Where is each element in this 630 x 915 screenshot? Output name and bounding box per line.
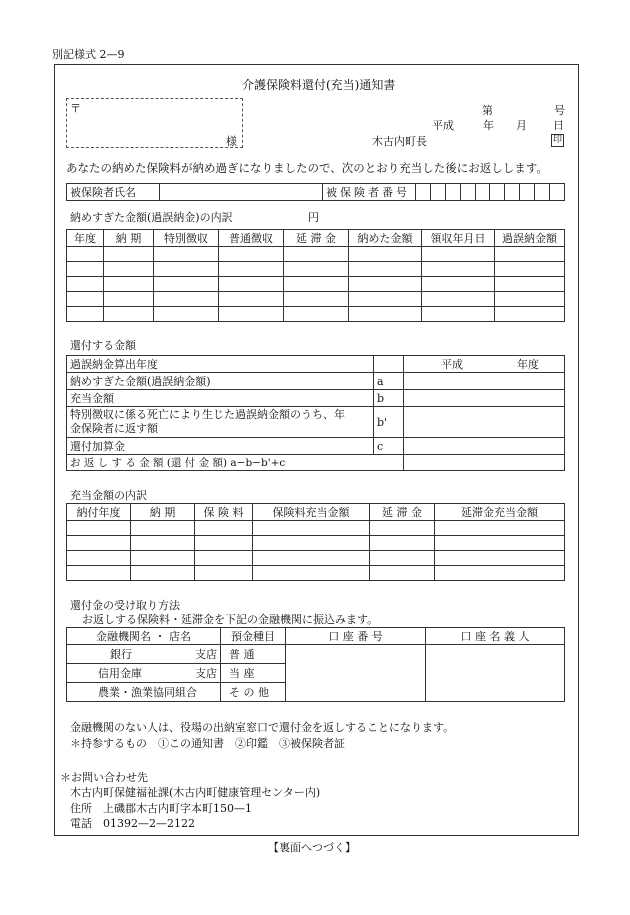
insured-table bbox=[66, 183, 565, 201]
col-header: 年度 bbox=[67, 230, 104, 247]
date-day: 日 bbox=[553, 119, 564, 132]
issuer-name: 木古内町長 bbox=[372, 135, 427, 148]
receive-heading: 還付金の受け取り方法 bbox=[70, 599, 180, 612]
insured-number-digit bbox=[430, 184, 445, 201]
col-header: 納 期 bbox=[131, 504, 195, 521]
refund-row-label-multiline bbox=[67, 407, 374, 438]
refund-table bbox=[66, 355, 565, 471]
col-header: 延 滞 金 bbox=[370, 504, 435, 521]
col-header: 納付年度 bbox=[67, 504, 131, 521]
contact-address: 住所 上磯郡木古内町字本町150—1 bbox=[70, 802, 252, 815]
account-holder-cell bbox=[426, 645, 565, 702]
table-row bbox=[67, 262, 565, 277]
branch-label: 支店 bbox=[195, 667, 217, 680]
address-box bbox=[66, 98, 243, 148]
deposit-type: そ の 他 bbox=[221, 683, 286, 702]
refund-row-label: 納めすぎた金額(過誤納金額) bbox=[67, 373, 374, 390]
col-header: 延 滞 金 bbox=[284, 230, 349, 247]
table-row bbox=[67, 566, 565, 581]
overpay-unit: 円 bbox=[308, 211, 319, 224]
bring-items: ＊持参するもの ①この通知書 ②印鑑 ③被保険者証 bbox=[70, 737, 345, 750]
date-era: 平成 bbox=[432, 119, 454, 132]
table-row bbox=[67, 307, 565, 322]
notice-number-prefix: 第 bbox=[482, 104, 493, 117]
col-header: 領収年月日 bbox=[422, 230, 495, 247]
insured-name-value bbox=[160, 184, 323, 201]
col-header: 保険料充当金額 bbox=[253, 504, 370, 521]
refund-row-value bbox=[404, 438, 565, 455]
table-row bbox=[67, 551, 565, 566]
intro-text: あなたの納めた保険料が納め過ぎになりましたので、次のとおり充当した後にお返しします。 bbox=[66, 161, 548, 175]
table-row bbox=[67, 292, 565, 307]
form-code: 別記様式 2—9 bbox=[52, 48, 125, 61]
refund-row-value bbox=[404, 407, 565, 438]
branch-label: 支店 bbox=[195, 648, 217, 661]
insured-number-digit bbox=[475, 184, 490, 201]
overpay-heading: 納めすぎた金額(過誤納金)の内訳 bbox=[70, 211, 233, 224]
no-bank-note: 金融機関のない人は、役場の出納室窓口で還付金を返しすることになります。 bbox=[70, 721, 455, 734]
postal-mark: 〒 bbox=[70, 102, 81, 115]
col-header: 延滞金充当金額 bbox=[435, 504, 565, 521]
notice-title: 介護保険料還付(充当)通知書 bbox=[242, 78, 396, 92]
col-header: 過誤納金額 bbox=[495, 230, 565, 247]
receive-note: お返しする保険料・延滞金を下記の金融機関に振込みます。 bbox=[82, 613, 379, 626]
bank-name-cell bbox=[67, 683, 221, 702]
contact-phone: 電話 01392—2—2122 bbox=[70, 817, 195, 830]
refund-total-value bbox=[404, 455, 565, 471]
refund-row-label: 過誤納金算出年度 bbox=[67, 356, 374, 373]
col-header: 口 座 番 号 bbox=[286, 628, 426, 645]
bank-name-cell bbox=[67, 645, 221, 664]
insured-number-label: 被保険者番号 bbox=[323, 184, 416, 201]
col-header: 納 期 bbox=[104, 230, 154, 247]
overpay-table bbox=[66, 229, 565, 322]
insured-number-digit bbox=[520, 184, 535, 201]
refund-row-label: 充当金額 bbox=[67, 390, 374, 407]
bank-table bbox=[66, 627, 565, 702]
refund-year-unit: 年度 bbox=[517, 358, 539, 371]
contact-office: 木古内町保健福祉課(木古内町健康管理センター内) bbox=[70, 786, 321, 799]
col-header: 預金種目 bbox=[221, 628, 286, 645]
insured-number-digit bbox=[550, 184, 565, 201]
refund-row-code bbox=[374, 356, 404, 373]
bank-type-label: 農業・漁業協同組合 bbox=[98, 686, 197, 699]
refund-row-label: 還付加算金 bbox=[67, 438, 374, 455]
refund-row-label-line2: 金保険者に返す額 bbox=[70, 422, 158, 435]
refund-row-code: b bbox=[374, 390, 404, 407]
contact-heading: ＊お問い合わせ先 bbox=[60, 771, 148, 784]
col-header: 納めた金額 bbox=[349, 230, 422, 247]
deposit-type: 当 座 bbox=[221, 664, 286, 683]
table-row bbox=[67, 521, 565, 536]
table-row bbox=[67, 536, 565, 551]
refund-row-value bbox=[404, 390, 565, 407]
date-month: 月 bbox=[516, 119, 527, 132]
col-header: 特別徴収 bbox=[154, 230, 219, 247]
refund-row-label: 特別徴収に係る死亡により生じた過誤納金額のうち、年 bbox=[70, 408, 345, 421]
insured-name-label: 被保険者氏名 bbox=[67, 184, 160, 201]
insured-number-digit bbox=[505, 184, 520, 201]
insured-number-digit bbox=[460, 184, 475, 201]
col-header: 金融機関名 ・ 店名 bbox=[67, 628, 221, 645]
insured-number-digit bbox=[416, 184, 431, 201]
bank-type-label: 信用金庫 bbox=[98, 667, 142, 680]
table-row bbox=[67, 247, 565, 262]
bank-type-label: 銀行 bbox=[110, 648, 132, 661]
allocation-table bbox=[66, 503, 565, 581]
col-header: 普通徴収 bbox=[219, 230, 284, 247]
insured-number-digit bbox=[445, 184, 460, 201]
refund-row-code: a bbox=[374, 373, 404, 390]
table-row bbox=[67, 277, 565, 292]
deposit-type: 普 通 bbox=[221, 645, 286, 664]
seal-mark: 印 bbox=[552, 135, 562, 145]
refund-row-value bbox=[404, 373, 565, 390]
insured-number-digit bbox=[535, 184, 550, 201]
refund-year-era: 平成 bbox=[441, 358, 463, 371]
date-year: 年 bbox=[483, 119, 494, 132]
insured-number-digit bbox=[490, 184, 505, 201]
allocation-heading: 充当金額の内訳 bbox=[70, 489, 147, 502]
col-header: 口 座 名 義 人 bbox=[426, 628, 565, 645]
refund-year-cell bbox=[404, 356, 565, 373]
refund-row-code: c bbox=[374, 438, 404, 455]
notice-number-suffix: 号 bbox=[554, 104, 565, 117]
refund-heading: 還付する金額 bbox=[70, 339, 136, 352]
bank-name-cell bbox=[67, 664, 221, 683]
honorific: 様 bbox=[226, 135, 237, 148]
refund-row-code: b' bbox=[374, 407, 404, 438]
col-header: 保 険 料 bbox=[195, 504, 253, 521]
continue-footer: 【裏面へつづく】 bbox=[268, 841, 356, 854]
account-number-cell bbox=[286, 645, 426, 702]
refund-total-label: お 返 し す る 金 額 (還 付 金 額) a−b−b'+c bbox=[67, 455, 404, 471]
